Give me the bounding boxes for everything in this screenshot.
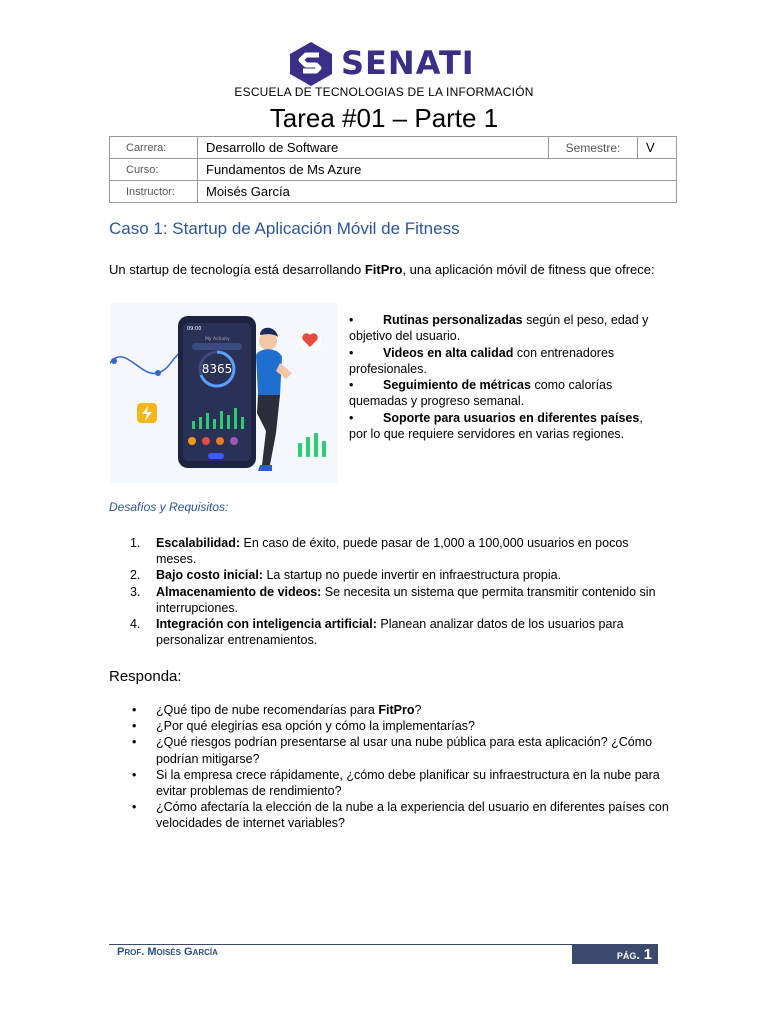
info-row-carrera [110, 137, 677, 159]
instructor-value: Moisés García [198, 181, 677, 203]
question-text-after: ? [414, 703, 422, 717]
bullet: • [349, 410, 354, 425]
intro-paragraph [109, 261, 669, 278]
question-item [130, 734, 670, 766]
responda-heading: Responda: [109, 668, 182, 685]
feature-text: con entrenadores profesionales. [349, 345, 615, 376]
challenge-number: 1. [130, 536, 141, 550]
page-title: Tarea #01 – Parte 1 [269, 103, 499, 133]
question-text: ¿Qué riesgos podrían presentarse al usar una nube pública para esta aplicación? ¿Cómo podrían mitigarse? [156, 735, 653, 766]
challenge-title: Bajo costo inicial: [156, 568, 263, 583]
question-item [130, 702, 670, 718]
carrera-label: Carrera: [110, 137, 198, 159]
question-item [130, 718, 670, 734]
feature-title: Rutinas personalizadas [383, 313, 523, 327]
challenge-text: Planean analizar datos de los usuarios para personalizar entrenamientos. [156, 617, 624, 648]
challenge-item [130, 616, 660, 648]
question-text: ¿Cómo afectaría la elección de la nube a la experiencia del usuario en diferentes países con velocidades de internet variables? [156, 800, 669, 831]
challenge-item [130, 567, 660, 583]
info-row-curso [110, 159, 677, 181]
bullet: • [349, 378, 354, 393]
semestre-value: V [638, 137, 677, 159]
feature-title: Seguimiento de métricas [383, 378, 531, 393]
footer-author: Prof. Moisés García [117, 946, 218, 958]
challenge-text: En caso de éxito, puede pasar de 1,000 a 100,000 usuarios en pocos meses. [156, 536, 629, 567]
challenge-number: 4. [130, 617, 141, 632]
intro-text-after: , una aplicación móvil de fitness que ofrece: [402, 262, 655, 277]
curso-label: Curso: [110, 159, 198, 181]
footer-page [572, 944, 652, 964]
questions-list [130, 702, 670, 832]
feature-item [349, 345, 659, 378]
phone-time: 09:00 [187, 326, 202, 332]
bullet: • [132, 800, 137, 815]
bullet: • [132, 703, 137, 717]
info-row-instructor [110, 181, 677, 203]
logo-text: SENATI [341, 44, 475, 82]
question-text: Si la empresa crece rápidamente, ¿cómo debe planificar su infraestructura en la nube para evitar problemas de rendimiento? [156, 767, 660, 799]
challenge-item [130, 535, 660, 567]
info-table [109, 136, 677, 203]
phone-header: My Activity [205, 337, 230, 342]
challenge-title: Almacenamiento de videos: [156, 584, 322, 599]
challenge-number: 2. [130, 568, 141, 583]
carrera-value: Desarrollo de Software [198, 137, 549, 159]
phone-steps: 8365 [201, 362, 233, 376]
challenge-title: Escalabilidad: [156, 536, 241, 550]
challenges-heading: Desafíos y Requisitos: [109, 500, 229, 514]
bullet: • [349, 345, 354, 360]
page-number: 1 [643, 946, 652, 963]
question-text: ¿Qué tipo de nube recomendarías para [156, 703, 379, 717]
page-label: pág. [616, 947, 641, 962]
features-list [349, 312, 659, 442]
challenge-title: Integración con inteligencia artificial: [156, 617, 377, 632]
question-item [130, 799, 670, 831]
challenge-text: Se necesita un sistema que permita transmitir contenido sin interrupciones. [156, 584, 656, 615]
instructor-label: Instructor: [110, 181, 198, 203]
curso-value: Fundamentos de Ms Azure [198, 159, 677, 181]
bullet: • [349, 313, 354, 327]
senati-emblem-icon [286, 40, 336, 86]
semestre-label: Semestre: [549, 137, 638, 159]
school-name: ESCUELA DE TECNOLOGIAS DE LA INFORMACIÓN [234, 85, 534, 99]
feature-text: como calorías quemadas y progreso semanal. [349, 378, 613, 409]
feature-text: según el peso, edad y objetivo del usuario. [349, 313, 649, 344]
feature-item [349, 377, 659, 410]
senati-logo [286, 40, 486, 86]
feature-item [349, 410, 659, 443]
challenge-text: La startup no puede invertir en infraestructura propia. [262, 568, 562, 583]
intro-text-before: Un startup de tecnología está desarrollando [109, 262, 365, 277]
feature-title: Soporte para usuarios en diferentes países [383, 410, 640, 425]
intro-app-name: FitPro [364, 262, 403, 277]
bullet: • [132, 719, 137, 734]
question-item [130, 767, 670, 799]
feature-text: , por lo que requiere servidores en varias regiones. [349, 410, 643, 442]
feature-title: Videos en alta calidad [383, 345, 514, 360]
case-title: Caso 1: Startup de Aplicación Móvil de Fitness [109, 219, 460, 238]
challenges-list [130, 535, 660, 648]
question-bold: FitPro [378, 703, 415, 717]
question-text: ¿Por qué elegirías esa opción y cómo la implementarías? [156, 719, 475, 734]
fitness-app-illustration [110, 303, 338, 483]
challenge-item [130, 584, 660, 616]
bullet: • [132, 767, 137, 782]
challenge-number: 3. [130, 584, 141, 599]
feature-item [349, 312, 659, 345]
bullet: • [132, 735, 137, 750]
